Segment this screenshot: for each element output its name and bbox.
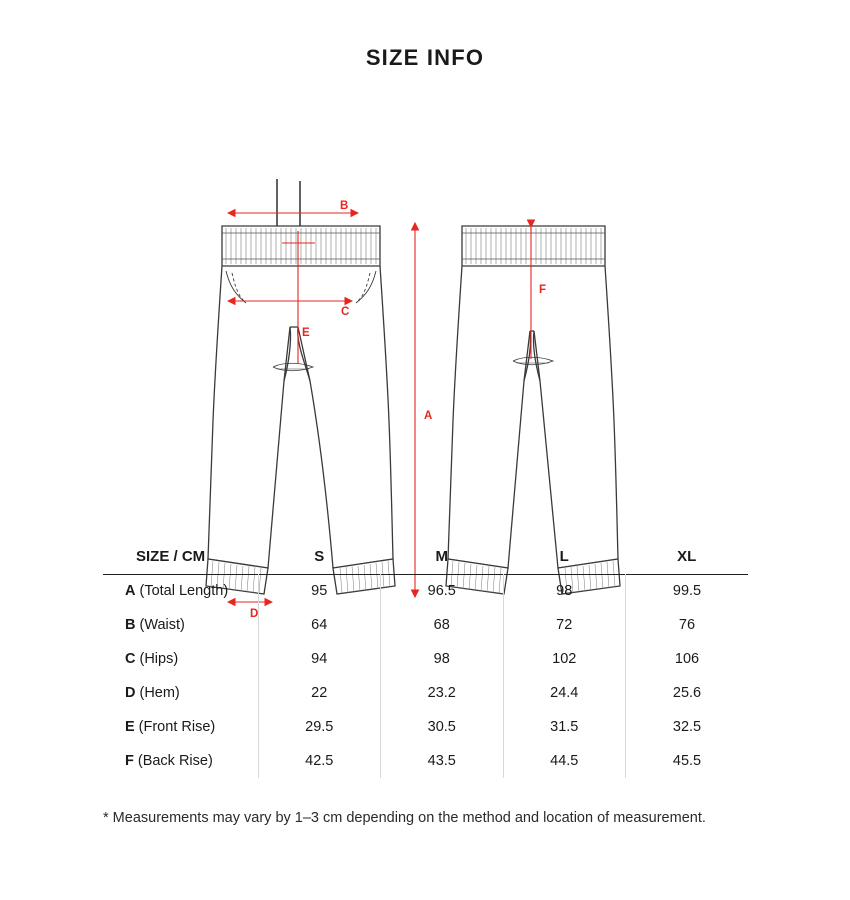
row-desc: (Hem) xyxy=(139,685,180,701)
table-row xyxy=(103,642,748,676)
cell-c-xl: 106 xyxy=(626,642,749,676)
cell-c-s: 94 xyxy=(258,642,381,676)
table-row xyxy=(103,676,748,710)
label-b: B xyxy=(340,200,349,212)
header-m: M xyxy=(435,548,448,566)
cell-a-l: 98 xyxy=(503,574,626,608)
cell-d-m: 23.2 xyxy=(381,676,504,710)
header-l: L xyxy=(559,548,569,566)
label-e: E xyxy=(302,327,310,339)
row-label-f xyxy=(103,744,258,778)
row-letter: A xyxy=(125,583,136,600)
row-desc: (Hips) xyxy=(139,651,179,667)
cell-e-m: 30.5 xyxy=(381,710,504,744)
row-label-e xyxy=(103,710,258,744)
row-letter: D xyxy=(125,685,136,701)
cell-b-xl: 76 xyxy=(626,608,749,642)
cell-f-s: 42.5 xyxy=(258,744,381,778)
table-row xyxy=(103,710,748,744)
row-desc: (Front Rise) xyxy=(138,719,216,735)
cell-e-xl: 32.5 xyxy=(626,710,749,744)
cell-a-m: 96.5 xyxy=(381,574,504,608)
label-a: A xyxy=(424,410,433,422)
row-label-d xyxy=(103,676,258,710)
row-letter: C xyxy=(125,651,136,667)
row-letter: B xyxy=(125,617,136,633)
cell-d-l: 24.4 xyxy=(503,676,626,710)
cell-b-m: 68 xyxy=(381,608,504,642)
cell-c-m: 98 xyxy=(381,642,504,676)
cell-f-m: 43.5 xyxy=(381,744,504,778)
header-s: S xyxy=(314,548,325,566)
size-table xyxy=(103,540,748,778)
cell-a-xl: 99.5 xyxy=(626,574,749,608)
table-row xyxy=(103,574,748,608)
table-row xyxy=(103,744,748,778)
cell-f-xl: 45.5 xyxy=(626,744,749,778)
row-letter: F xyxy=(125,753,134,769)
page-title: SIZE INFO xyxy=(365,45,485,70)
row-label-c xyxy=(103,642,258,676)
table-header-row xyxy=(103,540,748,574)
header-xl: XL xyxy=(677,548,697,566)
cell-a-s: 95 xyxy=(258,574,381,608)
cell-e-l: 31.5 xyxy=(503,710,626,744)
pants-back-view xyxy=(446,226,620,594)
table-row xyxy=(103,608,748,642)
cell-d-s: 22 xyxy=(258,676,381,710)
measurement-note: * Measurements may vary by 1–3 cm depending on the method and location of measurement. xyxy=(103,810,706,826)
row-label-b xyxy=(103,608,258,642)
row-desc: (Back Rise) xyxy=(137,753,213,769)
row-label-a xyxy=(103,574,258,608)
cell-e-s: 29.5 xyxy=(258,710,381,744)
cell-d-xl: 25.6 xyxy=(626,676,749,710)
label-f: F xyxy=(539,284,547,296)
row-desc: (Waist) xyxy=(139,617,185,633)
cell-b-s: 64 xyxy=(258,608,381,642)
row-desc: (Total Length) xyxy=(139,583,229,600)
label-d: D xyxy=(250,608,259,620)
cell-c-l: 102 xyxy=(503,642,626,676)
cell-f-l: 44.5 xyxy=(503,744,626,778)
cell-b-l: 72 xyxy=(503,608,626,642)
pants-front-view xyxy=(206,179,395,594)
size-table-container xyxy=(103,540,748,778)
header-size-cm: SIZE / CM xyxy=(136,548,206,566)
label-c: C xyxy=(341,306,350,318)
row-letter: E xyxy=(125,719,135,735)
